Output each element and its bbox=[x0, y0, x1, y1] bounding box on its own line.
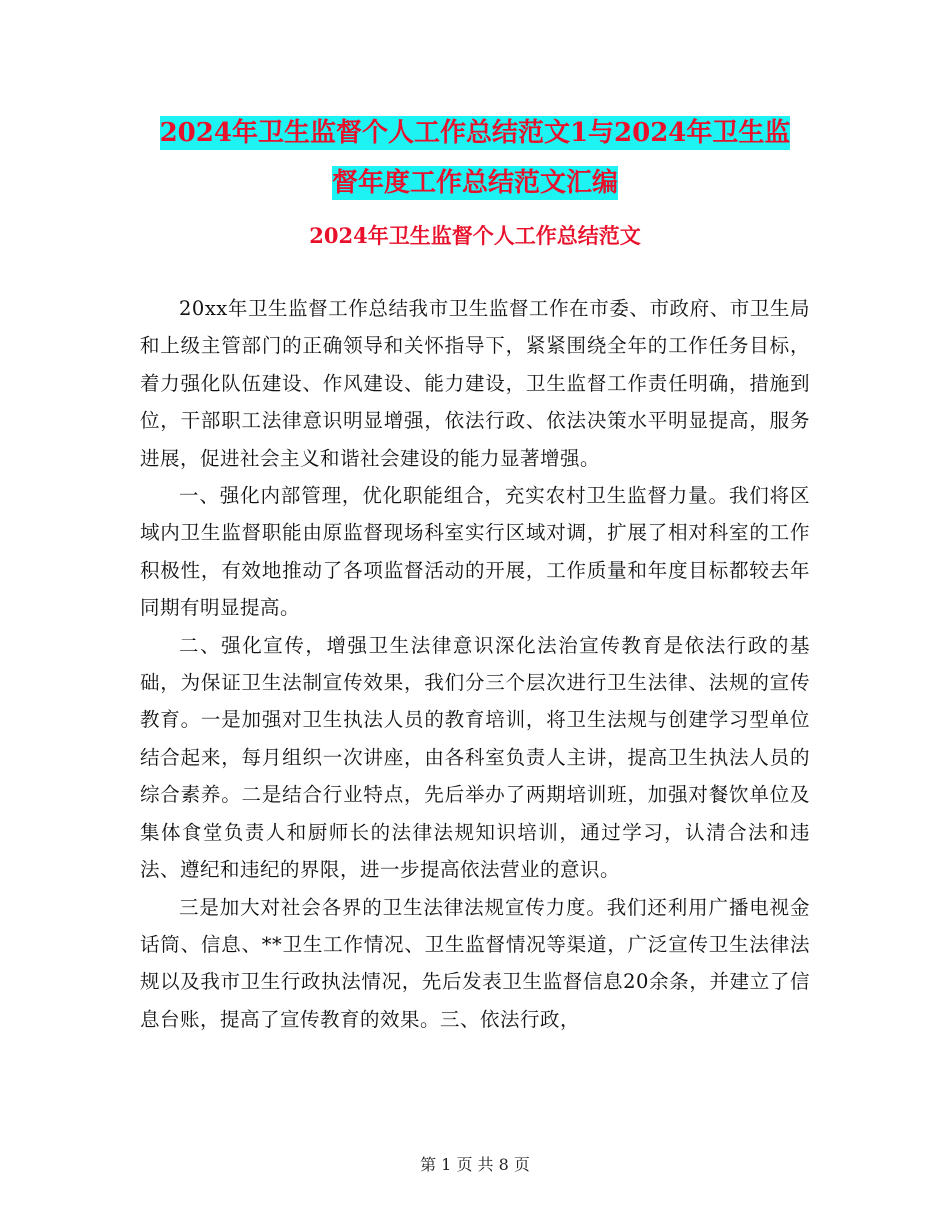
document-title bbox=[140, 108, 810, 208]
document-title-line1: 2024年卫生监督个人工作总结范文1与2024年卫生监 bbox=[159, 118, 791, 148]
page-number-footer: 第 1 页 共 8 页 bbox=[420, 1155, 530, 1174]
document-title-line2: 督年度工作总结范文汇编 bbox=[331, 168, 618, 198]
body-paragraph: 二、强化宣传，增强卫生法律意识深化法治宣传教育是依法行政的基础，为保证卫生法制宣传效果，我们分三个层次进行卫生法律、法规的宣传教育。一是加强对卫生执法人员的教育培训，将卫生法规与创建学习型单位结合起来，每月组织一次讲座，由各科室负责人主讲，提高卫生执法人员的综合素养。二是结合行业特点，先后举办了两期培训班，加强对餐饮单位及集体食堂负责人和厨师长的法律法规知识培训，通过学习，认清合法和违法、遵纪和违纪的界限，进一步提高依法营业的意识。 bbox=[140, 633, 810, 882]
body-paragraph: 一、强化内部管理，优化职能组合，充实农村卫生监督力量。我们将区域内卫生监督职能由原监督现场科室实行区域对调，扩展了相对科室的工作积极性，有效地推动了各项监督活动的开展，工作质量和年度目标都较去年同期有明显提高。 bbox=[140, 484, 810, 620]
body-paragraph: 三是加大对社会各界的卫生法律法规宣传力度。我们还利用广播电视金话筒、信息、**卫生工作情况、卫生监督情况等渠道，广泛宣传卫生法律法规以及我市卫生行政执法情况，先后发表卫生监督信息20余条，并建立了信息台账，提高了宣传教育的效果。三、依法行政， bbox=[140, 895, 810, 1031]
section-title: 2024年卫生监督个人工作总结范文 bbox=[309, 223, 641, 248]
body-paragraph: 20xx年卫生监督工作总结我市卫生监督工作在市委、市政府、市卫生局和上级主管部门的正确领导和关怀指导下，紧紧围绕全年的工作任务目标，着力强化队伍建设、作风建设、能力建设，卫生监督工作责任明确，措施到位，干部职工法律意识明显增强，依法行政、依法决策水平明显提高，服务进展，促进社会主义和谐社会建设的能力显著增强。 bbox=[140, 297, 810, 470]
document-body bbox=[140, 290, 810, 1038]
